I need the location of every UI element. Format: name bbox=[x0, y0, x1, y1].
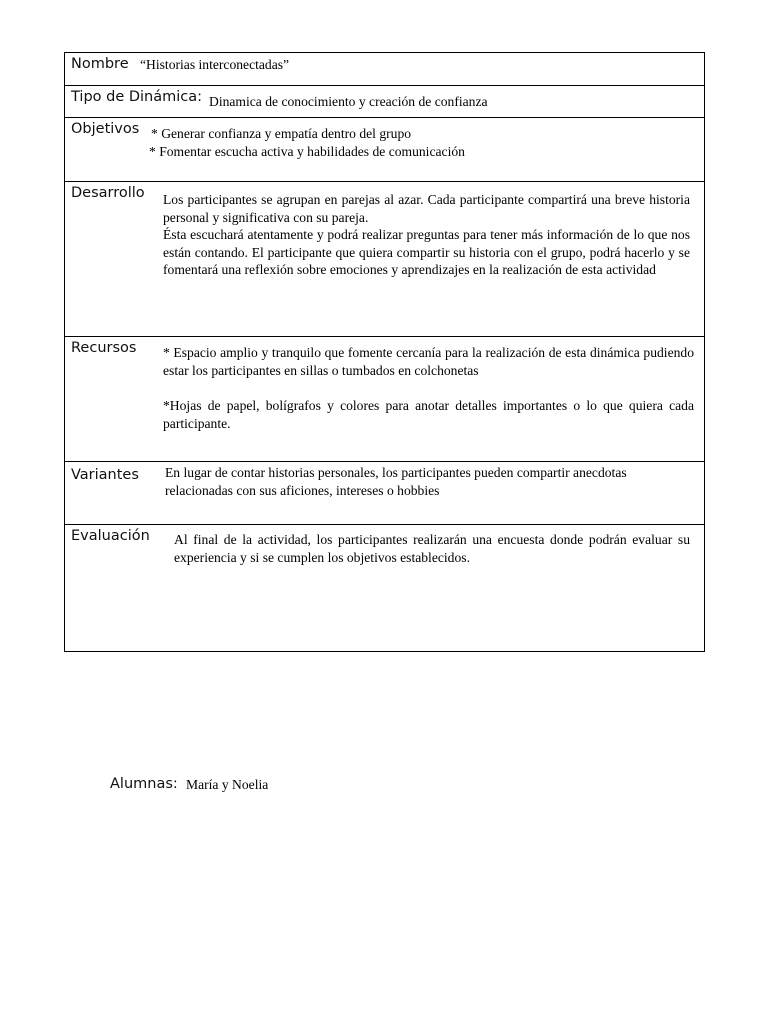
objetivos-label: Objetivos bbox=[71, 121, 140, 137]
desarrollo-paragraph-1: Los participantes se agrupan en parejas al azar. Cada participante compartirá una breve historia personal y significativa con su pareja. bbox=[163, 192, 690, 225]
evaluacion-label: Evaluación bbox=[71, 528, 150, 544]
row-evaluacion bbox=[65, 525, 704, 651]
desarrollo-label: Desarrollo bbox=[71, 185, 145, 201]
row-nombre bbox=[65, 53, 704, 86]
tipo-label: Tipo de Dinámica: bbox=[71, 89, 203, 105]
nombre-label: Nombre bbox=[71, 56, 129, 72]
recursos-paragraph-1: * Espacio amplio y tranquilo que fomente cercanía para la realización de esta dinámica pudiendo estar los participantes en sillas o tumbados en colchonetas bbox=[163, 345, 694, 378]
alumnas-label: Alumnas: bbox=[110, 776, 178, 792]
row-desarrollo bbox=[65, 182, 704, 337]
row-tipo bbox=[65, 86, 704, 118]
evaluacion-value: Al final de la actividad, los participantes realizarán una encuesta donde podrán evaluar su experiencia y si se cumplen los objetivos establecidos. bbox=[174, 532, 690, 565]
alumnas-value: María y Noelia bbox=[186, 777, 269, 792]
activity-sheet-table bbox=[64, 52, 705, 652]
objetivo-item-2: * Fomentar escucha activa y habilidades de comunicación bbox=[149, 143, 465, 159]
nombre-value: “Historias interconectadas” bbox=[140, 57, 290, 72]
row-recursos bbox=[65, 337, 704, 462]
variantes-value: En lugar de contar historias personales, los participantes pueden compartir anecdotas relacionadas con sus aficiones, intereses o hobbies bbox=[165, 465, 627, 498]
row-variantes bbox=[65, 462, 704, 525]
row-objetivos bbox=[65, 118, 704, 182]
recursos-paragraph-2: *Hojas de papel, bolígrafos y colores para anotar detalles importantes o lo que quiera cada participante. bbox=[163, 398, 694, 431]
recursos-label: Recursos bbox=[71, 340, 137, 356]
objetivos-list bbox=[150, 125, 465, 160]
variantes-label: Variantes bbox=[71, 467, 139, 483]
desarrollo-paragraph-2: Ésta escuchará atentamente y podrá realizar preguntas para tener más información de lo que nos están contando. El participante que quiera compartir su historia con el grupo, podrá hacerlo y se fomentará una reflexión sobre emociones y aprendizajes en la realización de esta actividad bbox=[163, 227, 690, 278]
tipo-value: Dinamica de conocimiento y creación de confianza bbox=[209, 94, 488, 109]
objetivo-item-1: * Generar confianza y empatía dentro del grupo bbox=[151, 126, 412, 141]
desarrollo-text bbox=[163, 191, 690, 279]
recursos-text bbox=[163, 344, 694, 432]
